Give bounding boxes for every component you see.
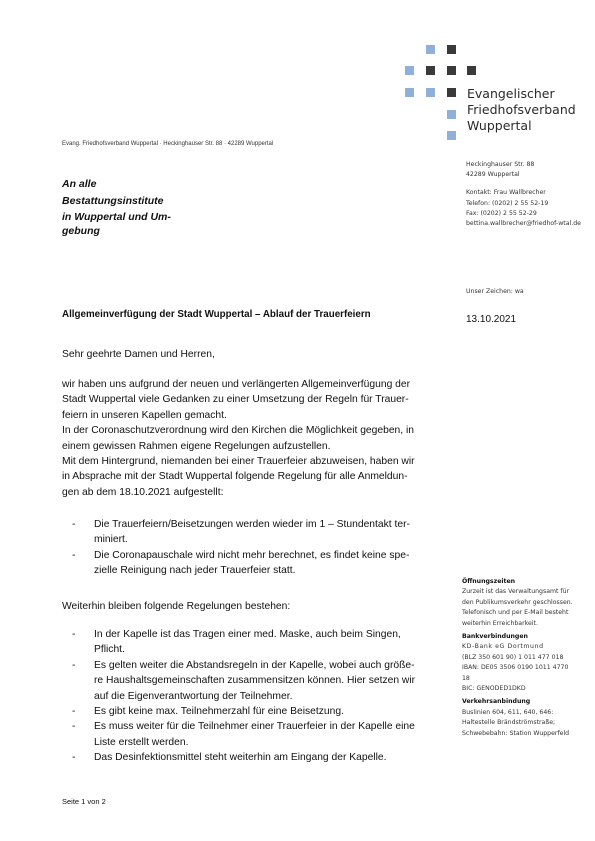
logo-square [447,131,456,140]
list-item [62,719,447,750]
text-line: In der Kapelle ist das Tragen einer med. Maske, auch beim Singen, [94,629,401,640]
paragraph-remaining-rules: Weiterhin bleiben folgende Regelungen bestehen: [62,601,291,612]
sender-line: Evang. Friedhofsverband Wuppertal · Heckinghauser Str. 88 · 42289 Wuppertal [62,141,274,147]
text-line: auf die Eigenverantwortung der Teilnehmer. [94,690,293,702]
logo-line: Friedhofsverband [467,102,576,117]
text-line: Telefonisch und per E-Mail besteht [462,609,569,617]
text-line: weiterhin Erreichbarkeit. [462,619,538,627]
text-line: wir haben uns aufgrund der neuen und verlängerten Allgemeinverfügung der [62,379,411,390]
text-line: Liste erstellt werden. [94,736,189,748]
list-dash: - [72,549,76,561]
logo-square [447,110,456,119]
reference: Unser Zeichen: wa [466,288,524,295]
text-line: BIC: GENODED1DKD [462,685,526,693]
text-line: (BLZ 350 601 90) 1 011 477 018 [462,653,564,661]
text-line: in Absprache mit der Stadt Wuppertal folgende Regelung für alle Anmeldun- [62,471,408,483]
logo-square [447,88,456,97]
list-dash: - [72,752,76,764]
recipient-line: in Wuppertal und Um- [62,211,171,223]
contact-person: Kontakt: Frau Wallbrecher [466,189,546,197]
contact-block [466,160,595,229]
list-item [62,704,447,719]
text-line: feiern in unseren Kapellen gemacht. [62,409,227,421]
section-heading: Verkehrsanbindung [462,698,531,706]
text-line: Buslinien 604, 611, 640, 646: [462,708,554,716]
recipient-address [62,176,171,239]
text-line: 18 [462,674,470,682]
list-item [62,658,447,704]
contact-phone: Telefon: (0202) 2 55 52-19 [466,199,549,207]
logo-square [405,66,414,75]
contact-street: Heckinghauser Str. 88 [466,161,535,168]
list-dash: - [72,519,76,530]
recipient-line: An alle [62,178,97,190]
logo-text [467,86,576,134]
text-line: KD-Bank eG Dortmund [462,643,544,651]
list-item [62,517,442,548]
logo-square [447,45,456,54]
text-line: Das Desinfektionsmittel steht weiterhin am Eingang der Kapelle. [94,752,387,764]
list-dash: - [72,659,76,671]
list-dash: - [72,721,76,733]
text-line: re Haushaltsgemeinschaften zusammensitzen können. Hier setzen wir [94,675,416,687]
text-line: Schwebebahn: Station Wupperfeld [462,729,570,737]
section-heading: Öffnungszeiten [462,578,516,585]
salutation: Sehr geehrte Damen und Herren, [62,349,215,360]
text-line: Die Coronapauschale wird nicht mehr berechnet, es findet keine spe- [94,549,410,561]
recipient-line: Bestattungsinstitute [62,194,164,207]
text-line: einem gewissen Rahmen eigene Regelungen aufzustellen. [62,440,331,452]
logo-square [426,66,435,75]
text-line: Es muss weiter für die Teilnehmer einer Trauerfeier in der Kapelle eine [94,721,415,733]
logo-square [426,45,435,54]
text-line: den Publikumsverkehr geschlossen. [462,598,573,606]
list-item [62,548,442,579]
text-line: gen ab dem 18.10.2021 aufgestellt: [62,486,224,498]
text-line: Zurzeit ist das Verwaltungsamt für [462,588,570,596]
change-list [62,517,442,579]
list-dash: - [72,629,76,640]
text-line: Pflicht. [94,644,125,656]
contact-fax: Fax: (0202) 2 55 52-29 [466,209,537,217]
text-line: Stadt Wuppertal viele Gedanken zu einer Umsetzung der Regeln für Trauer- [62,394,409,406]
text-line: Haltestelle Brändströmstraße; [462,719,556,727]
logo-square [467,66,476,75]
text-line: Mit dem Hintergrund, niemanden bei einer Trauerfeier abzuweisen, haben wir [62,456,415,468]
subject-line: Allgemeinverfügung der Stadt Wuppertal – Ablauf der Trauerfeiern [62,309,371,320]
page-number: Seite 1 von 2 [62,797,106,806]
list-item [62,627,447,658]
logo-square [447,66,456,75]
contact-email: bettina.wallbrecher@friedhof-wtal.de [466,220,581,228]
rules-list [62,627,447,766]
sidebar-info [462,577,590,739]
text-line: miniert. [94,534,128,546]
paragraph-intro [62,377,415,500]
text-line: zielle Reinigung nach jeder Trauerfeier statt. [94,565,296,577]
text-line: Es gibt keine max. Teilnehmerzahl für eine Beisetzung. [94,706,344,718]
text-line: In der Coronaschutzverordnung wird den Kirchen die Möglichkeit gegeben, in [62,425,415,437]
list-dash: - [72,706,76,718]
section-heading: Bankverbindungen [462,633,528,641]
list-item [62,750,447,765]
logo-square [426,88,435,97]
logo-line: Evangelischer [467,86,555,101]
recipient-line: gebung [62,224,100,237]
text-line: Es gelten weiter die Abstandsregeln in der Kapelle, wobei auch größe- [94,659,415,671]
contact-city: 42289 Wuppertal [466,171,520,179]
text-line: IBAN: DE05 3506 0190 1011 4770 [462,664,569,672]
letter-date: 13.10.2021 [466,314,517,325]
logo-square [405,88,414,97]
text-line: Die Trauerfeiern/Beisetzungen werden wieder im 1 – Stundentakt ter- [94,519,410,530]
logo-line: Wuppertal [467,118,532,133]
